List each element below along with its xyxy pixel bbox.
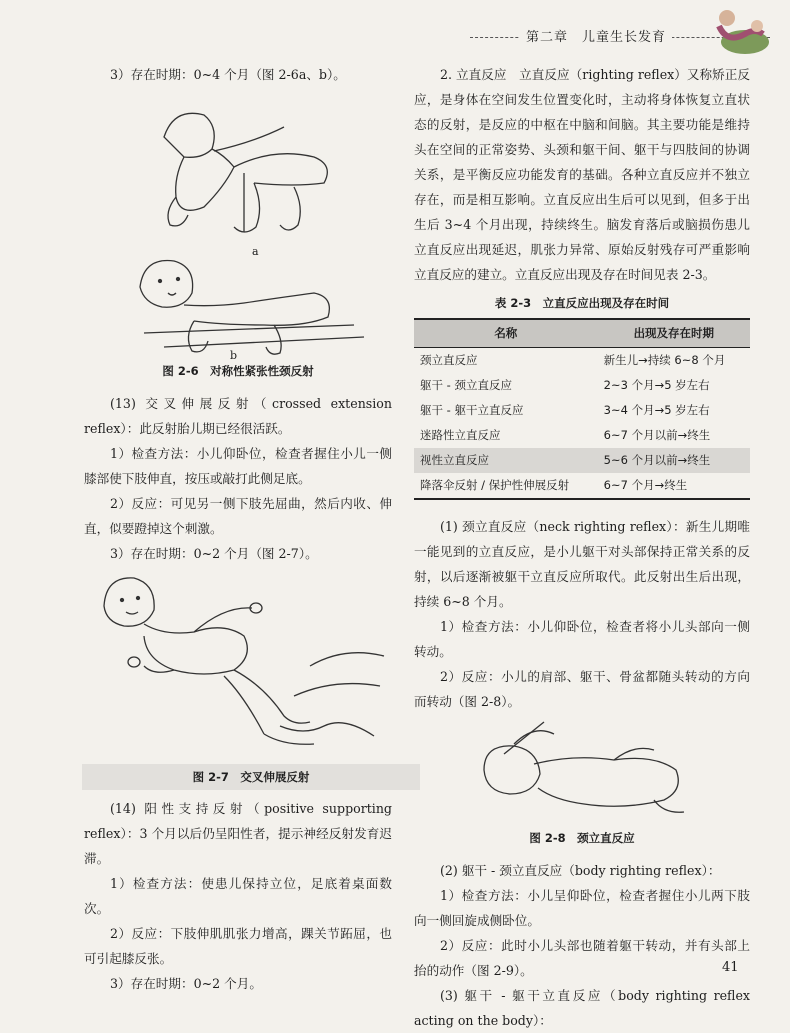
paragraph: 2）反应：下肢伸肌肌张力增高，踝关节跖屈，也可引起膝反张。: [84, 926, 392, 966]
table-header: 出现及存在时期: [598, 319, 750, 348]
table-header-row: [414, 319, 750, 348]
paragraph: (3) 躯干 - 躯干立直反应（body righting reflex acting on the body）：: [414, 988, 750, 1028]
paragraph: 3）存在时期：0~2 个月。: [110, 976, 262, 991]
table-row: [414, 473, 750, 499]
table-row: [414, 398, 750, 423]
baby-neck-righting-illustration: [414, 714, 750, 824]
paragraph: 1）检查方法：小儿仰卧位，检查者握住小儿一侧膝部使下肢伸直，按压或敲打此侧足底。: [84, 446, 392, 486]
figure-label-b: b: [230, 349, 238, 362]
paragraph: 3）存在时期：0~4 个月（图 2-6a、b）。: [110, 67, 346, 82]
table-title: 表 2-3 立直反应出现及存在时间: [494, 296, 670, 310]
table-row: [414, 448, 750, 473]
table-cell: 降落伞反射 / 保护性伸展反射: [414, 473, 598, 499]
figure-caption: 图 2-8 颈立直反应: [529, 831, 635, 845]
paragraph: (1) 颈立直反应（neck righting reflex）：新生儿期唯一能见到的立直反应，是小儿躯干对头部保持正常关系的反射，以后逐渐被躯干立直反应所取代。此反射出生后出现，持续 6~8 个月。: [414, 519, 750, 609]
table-cell: 6~7 个月以前→终生: [603, 428, 711, 442]
table-cell: 视性立直反应: [414, 448, 598, 473]
figure-label-a: a: [252, 245, 259, 258]
table-cell: 6~7 个月→终生: [598, 473, 750, 499]
paragraph: 1）检查方法：使患儿保持立位，足底着桌面数次。: [84, 876, 392, 916]
left-column: [84, 62, 392, 996]
figure-2-6: [84, 87, 392, 383]
table-cell: 5~6 个月以前→终生: [598, 448, 750, 473]
table-row: [414, 423, 750, 448]
table-cell: 躯干 - 躯干立直反应: [420, 403, 524, 417]
paragraph: 1）检查方法：小儿仰卧位，检查者将小儿头部向一侧转动。: [414, 619, 750, 659]
figure-caption: 图 2-7 交叉伸展反射: [82, 764, 420, 790]
figure-2-7: [84, 566, 392, 792]
paragraph: 2. 立直反应 立直反应（righting reflex）又称矫正反应，是身体在空间发生位置变化时，主动将身体恢复立直状态的反射，是反应的中枢在中脑和间脑。其主要功能是维持头在空间的正常姿势、头颈和躯干间、躯干与四肢间的协调关系，是平衡反应功能发育的基础。各种立直反应并不独立存在，而是相互影响。立直反应出生后可以见到，但多于出生后 3~4 个月出现，持续终生。脑发育落后或脑损伤患儿立直反应出现延迟，肌张力异常、原始反射残存可严重影响立直反应的建立。立直反应出现及存在时间见表 2-3。: [414, 67, 750, 282]
table-cell: 2~3 个月→5 岁左右: [603, 378, 710, 392]
table-row: [414, 348, 750, 374]
table-cell: 躯干 - 颈立直反应: [420, 378, 512, 392]
table-row: [414, 373, 750, 398]
righting-reflex-table: [414, 318, 750, 500]
figure-caption: 图 2-6 对称性紧张性颈反射: [162, 364, 314, 378]
table-cell: 颈立直反应: [420, 353, 478, 367]
table-cell: 新生儿→持续 6~8 个月: [603, 353, 726, 367]
page-header: [0, 0, 790, 58]
paragraph: 2）反应：此时小儿头部也随着躯干转动，并有头部上抬的动作（图 2-9）。: [414, 938, 750, 978]
right-column: [414, 62, 750, 1033]
figure-2-8: [414, 714, 750, 850]
paragraph: (2) 躯干 - 颈立直反应（body righting reflex）：: [440, 863, 721, 878]
table-cell: 3~4 个月→5 岁左右: [603, 403, 710, 417]
chapter-title: 第二章 儿童生长发育: [520, 26, 672, 45]
mother-child-logo-icon: [705, 4, 775, 56]
paragraph: (13) 交叉伸展反射（crossed extension reflex）：此反射胎儿期已经很活跃。: [84, 396, 392, 436]
paragraph: 1）检查方法：小儿呈仰卧位，检查者握住小儿两下肢向一侧回旋成侧卧位。: [414, 888, 750, 928]
table-header: 名称: [414, 319, 598, 348]
table-cell: 迷路性立直反应: [420, 428, 501, 442]
baby-tonic-neck-illustration: [84, 87, 392, 357]
page-number: 41: [722, 960, 739, 975]
paragraph: (14) 阳性支持反射（positive supporting reflex）：3 个月以后仍呈阳性者，提示神经反射发育迟滞。: [84, 801, 392, 866]
baby-crossed-extension-illustration: [84, 566, 392, 762]
paragraph: 3）存在时期：0~2 个月（图 2-7）。: [110, 546, 318, 561]
paragraph: 2）反应：可见另一侧下肢先屈曲，然后内收、伸直，似要蹬掉这个刺激。: [84, 496, 392, 536]
paragraph: 2）反应：小儿的肩部、躯干、骨盆都随头转动的方向而转动（图 2-8）。: [414, 669, 750, 709]
